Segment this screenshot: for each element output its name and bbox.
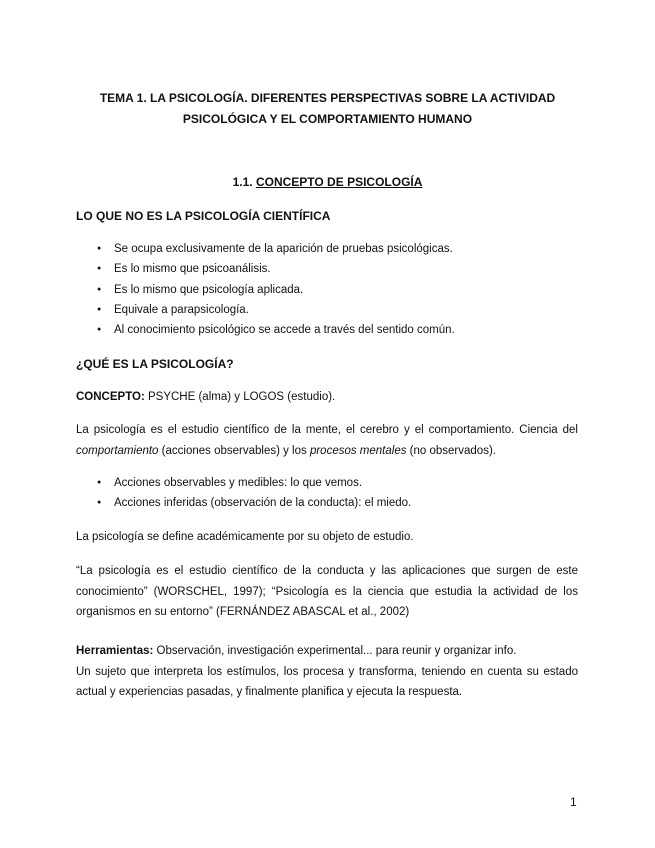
concept-label: CONCEPTO:: [76, 391, 145, 403]
section-title-text: CONCEPTO DE PSICOLOGÍA: [255, 175, 423, 189]
list-item: ● Al conocimiento psicológico se accede a través del sentido común.: [76, 320, 455, 340]
section-number: 1.1.: [232, 175, 253, 189]
not-psychology-list: [76, 239, 455, 340]
definition-part2: (acciones observables) y los: [158, 444, 310, 457]
academic-definition: La psicología se define académicamente por su objeto de estudio.: [76, 531, 414, 543]
definition-paragraph: [76, 420, 578, 461]
subject-text: Un sujeto que interpreta los estímulos, los procesa y transforma, teniendo en cuenta su estado actual y experiencias pasadas, y finalmente planifica y ejecuta la respuesta.: [76, 665, 578, 698]
list-item: ● Acciones observables y medibles: lo que vemos.: [76, 473, 411, 493]
not-psychology-heading: LO QUE NO ES LA PSICOLOGÍA CIENTÍFICA: [76, 209, 331, 223]
definition-em-behavior: comportamiento: [76, 444, 159, 457]
list-item: ● Es lo mismo que psicología aplicada.: [76, 280, 455, 300]
list-item: ● Es lo mismo que psicoanálisis.: [76, 259, 455, 279]
document-title: TEMA 1. LA PSICOLOGÍA. DIFERENTES PERSPECTIVAS SOBRE LA ACTIVIDAD PSICOLÓGICA Y EL COMPORTAMIENTO HUMANO: [99, 91, 556, 126]
definition-em-mental: procesos mentales: [309, 444, 407, 457]
tools-text: Observación, investigación experimental... para reunir y organizar info.: [153, 645, 517, 657]
list-item: ● Acciones inferidas (observación de la conducta): el miedo.: [76, 493, 411, 513]
concept-text: PSYCHE (alma) y LOGOS (estudio).: [144, 391, 336, 403]
list-item: ● Se ocupa exclusivamente de la aparición de pruebas psicológicas.: [76, 239, 455, 259]
tools-paragraph: [76, 641, 578, 703]
page-number: 1: [570, 795, 577, 809]
concept-paragraph: [76, 387, 578, 408]
behavior-list: [76, 473, 411, 514]
list-item: ● Equivale a parapsicología.: [76, 300, 455, 320]
tools-label: Herramientas:: [76, 645, 154, 657]
quotes-paragraph: “La psicología es el estudio científico de la conducta y las aplicaciones que surgen de este conocimiento” (WORSCHEL, 1997); “Psicología es la ciencia que estudia la actividad de los organismos en su entorno” (FERNÁNDEZ ABASCAL et al., 2002): [76, 565, 578, 618]
definition-part3: (no observados).: [406, 444, 496, 457]
section-title: [0, 175, 655, 189]
what-is-psychology-heading: ¿QUÉ ES LA PSICOLOGÍA?: [76, 357, 234, 371]
definition-part1: La psicología es el estudio científico de la mente, el cerebro y el comportamiento. Ciencia del: [76, 424, 578, 436]
